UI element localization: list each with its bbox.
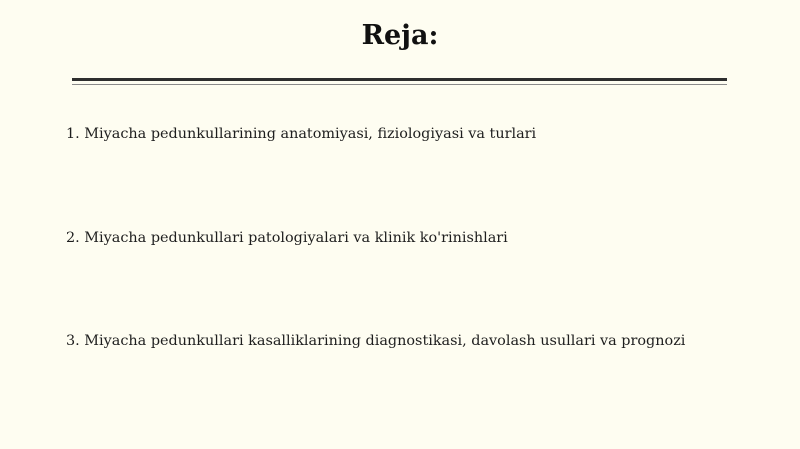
slide-title: Reja: [361,20,439,51]
plan-item-3: 3. Miyacha pedunkullari kasalliklarining diagnostikasi, davolash usullari va prognozi [66,333,686,349]
plan-item-2: 2. Miyacha pedunkullari patologiyalari va klinik ko'rinishlari [66,230,508,246]
title-divider-thick [72,78,727,81]
title-divider-thin [72,84,727,85]
plan-item-1: 1. Miyacha pedunkullarining anatomiyasi, fiziologiyasi va turlari [66,126,537,142]
